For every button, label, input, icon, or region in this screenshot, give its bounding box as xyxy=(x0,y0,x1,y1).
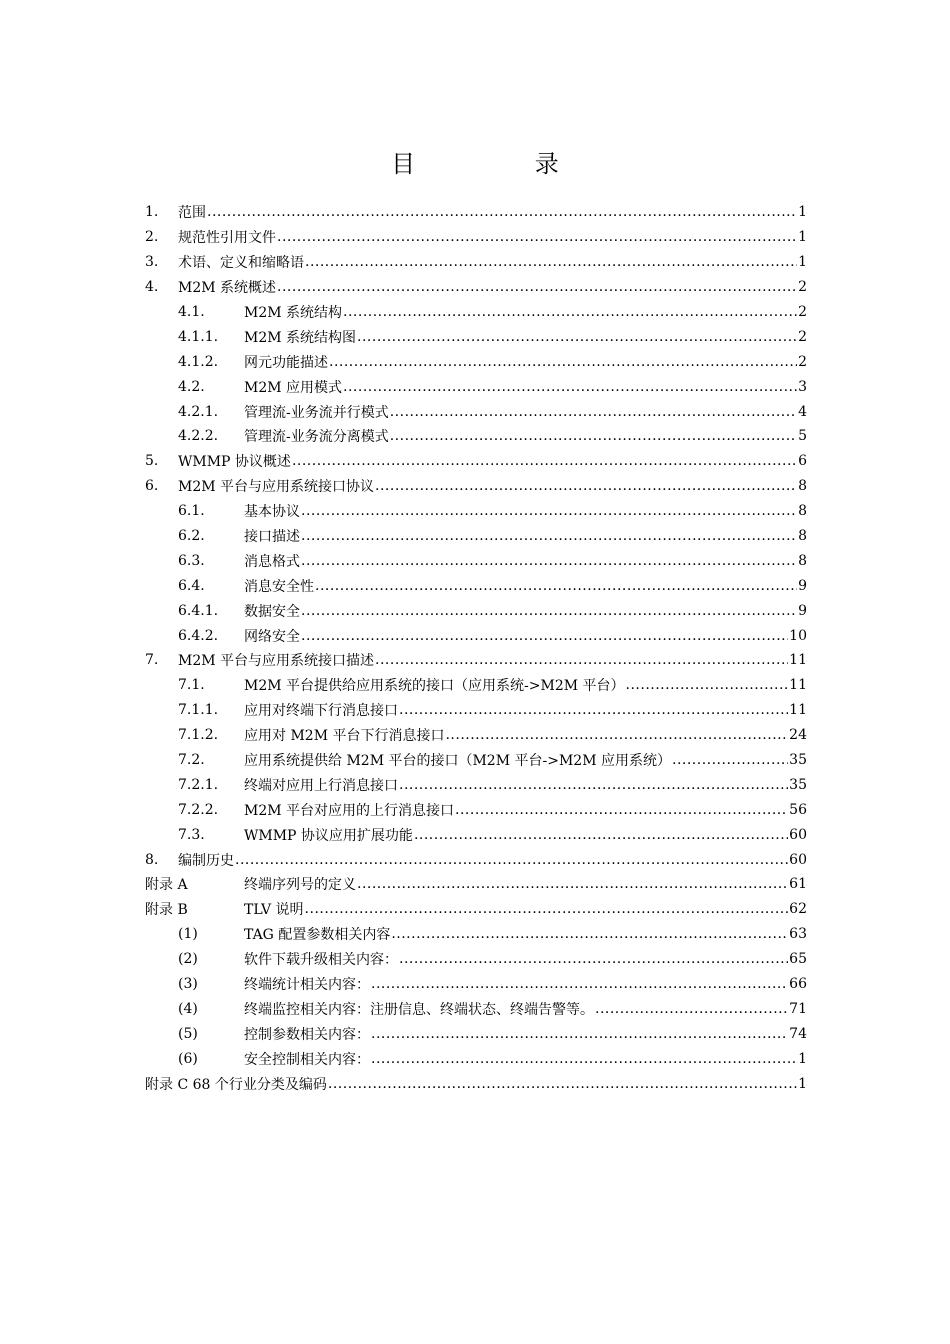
toc-entry-page-number: 60 xyxy=(789,851,807,868)
toc-entry-title: 数据安全 xyxy=(244,603,300,620)
toc-entry-page-number: 2 xyxy=(798,353,807,370)
toc-entry-number: 6.1. xyxy=(178,503,205,520)
toc-entry-title: 网络安全 xyxy=(244,628,300,645)
toc-dot-leader xyxy=(371,976,788,992)
toc-entry-number: 6.4. xyxy=(178,577,205,594)
toc-entry-page-number: 35 xyxy=(789,776,807,793)
toc-entry-title: 规范性引用文件 xyxy=(178,230,276,247)
toc-entry-page-number: 2 xyxy=(798,328,807,345)
toc-entry-page-number: 65 xyxy=(789,951,807,968)
toc-dot-leader xyxy=(357,329,797,345)
toc-entry-title: 安全控制相关内容： xyxy=(244,1051,370,1068)
toc-entry[interactable] xyxy=(145,573,807,598)
toc-entry-number: 4.2.1. xyxy=(178,403,219,420)
toc-entry-number: 2. xyxy=(145,229,159,246)
toc-entry[interactable] xyxy=(145,872,807,897)
toc-entry[interactable] xyxy=(145,847,807,872)
toc-entry-page-number: 9 xyxy=(798,577,807,594)
toc-dot-leader xyxy=(277,229,797,245)
toc-entry[interactable] xyxy=(145,897,807,922)
toc-dot-leader xyxy=(399,951,788,967)
toc-entry-title: M2M 系统结构 xyxy=(244,305,343,321)
toc-dot-leader xyxy=(371,1051,797,1067)
toc-entry-title: 消息格式 xyxy=(244,553,300,570)
toc-entry-title: WMMP 协议应用扩展功能 xyxy=(244,827,413,844)
toc-entry-number: 4.1.1. xyxy=(178,328,219,345)
toc-title: 目 录 xyxy=(391,150,615,178)
toc-entry-number: 6.3. xyxy=(178,552,205,569)
toc-dot-leader xyxy=(301,553,797,569)
toc-entry-title: WMMP 协议概述 xyxy=(178,454,291,471)
toc-dot-leader xyxy=(390,428,797,444)
toc-entry-page-number: 8 xyxy=(798,478,807,495)
toc-entry[interactable] xyxy=(145,1071,807,1096)
toc-dot-leader xyxy=(343,379,797,395)
toc-entry-title: TLV 说明 xyxy=(244,902,304,919)
toc-entry-page-number: 62 xyxy=(789,901,807,918)
toc-dot-leader xyxy=(277,279,797,295)
toc-entry[interactable] xyxy=(145,548,807,573)
toc-entry-number: 4.2.2. xyxy=(178,428,219,445)
toc-entry-number: 4.1.2. xyxy=(178,353,219,370)
toc-list xyxy=(145,200,807,1096)
toc-entry-number: 附录 A xyxy=(145,877,188,894)
toc-entry-title: 消息安全性 xyxy=(244,578,314,595)
toc-entry-title: 应用系统提供给 M2M 平台的接口（M2M 平台->M2M 应用系统） xyxy=(244,753,671,770)
toc-entry-number: 7. xyxy=(145,652,159,669)
toc-entry[interactable] xyxy=(145,947,807,972)
toc-entry[interactable] xyxy=(145,748,807,773)
toc-entry[interactable] xyxy=(145,698,807,723)
toc-entry-number: 3. xyxy=(145,254,159,271)
toc-entry[interactable] xyxy=(145,772,807,797)
toc-entry-title: 附录 C 68 个行业分类及编码 xyxy=(145,1076,327,1093)
toc-dot-leader xyxy=(301,503,797,519)
toc-entry-page-number: 1 xyxy=(798,229,807,246)
toc-dot-leader xyxy=(626,677,789,693)
toc-entry-number: (3) xyxy=(178,976,198,993)
toc-entry-title: 网元功能描述 xyxy=(244,354,328,371)
toc-entry-page-number: 11 xyxy=(789,677,807,694)
toc-entry[interactable] xyxy=(145,424,807,449)
toc-entry[interactable] xyxy=(145,972,807,997)
toc-entry-number: 附录 B xyxy=(145,902,188,919)
toc-dot-leader xyxy=(595,1001,788,1017)
toc-entry-number: 7.1.2. xyxy=(178,727,219,744)
toc-entry-page-number: 2 xyxy=(798,279,807,296)
toc-entry-title: 控制参数相关内容： xyxy=(244,1026,370,1043)
toc-entry-page-number: 8 xyxy=(798,528,807,545)
toc-entry-page-number: 24 xyxy=(789,727,807,744)
toc-entry-page-number: 1 xyxy=(798,1075,807,1092)
toc-entry[interactable] xyxy=(145,275,807,300)
toc-entry-title: M2M 平台对应用的上行消息接口 xyxy=(244,802,455,819)
toc-entry-title: 终端统计相关内容： xyxy=(244,977,370,994)
toc-entry-number: 6.2. xyxy=(178,528,205,545)
toc-entry-page-number: 6 xyxy=(798,453,807,470)
toc-entry-page-number: 61 xyxy=(789,876,807,893)
toc-entry-page-number: 1 xyxy=(798,204,807,221)
toc-dot-leader xyxy=(207,204,797,220)
toc-entry-title: 终端监控相关内容：注册信息、终端状态、终端告警等。 xyxy=(244,1001,594,1018)
toc-entry-title: M2M 系统结构图 xyxy=(244,329,357,346)
toc-entry-number: 7.2.2. xyxy=(178,801,219,818)
toc-entry[interactable] xyxy=(145,822,807,847)
toc-entry-title: 终端对应用上行消息接口 xyxy=(244,777,398,794)
toc-entry[interactable] xyxy=(145,449,807,474)
toc-entry[interactable] xyxy=(145,300,807,325)
toc-entry[interactable] xyxy=(145,922,807,947)
toc-entry-page-number: 63 xyxy=(789,926,807,943)
toc-entry-title: 终端序列号的定义 xyxy=(244,877,356,894)
toc-dot-leader xyxy=(371,1026,788,1042)
toc-dot-leader xyxy=(357,876,788,892)
toc-entry-page-number: 11 xyxy=(789,652,807,669)
toc-entry-page-number: 71 xyxy=(789,1000,807,1017)
toc-dot-leader xyxy=(391,926,788,942)
toc-entry-title: M2M 系统概述 xyxy=(178,280,277,297)
toc-entry-page-number: 11 xyxy=(789,702,807,719)
toc-entry-page-number: 8 xyxy=(798,503,807,520)
toc-entry-number: 8. xyxy=(145,851,159,868)
toc-entry[interactable] xyxy=(145,324,807,349)
toc-entry-page-number: 56 xyxy=(789,801,807,818)
toc-dot-leader xyxy=(455,802,788,818)
toc-entry-number: 4. xyxy=(145,279,159,296)
toc-entry-number: 1. xyxy=(145,204,159,221)
toc-entry-number: 7.2.1. xyxy=(178,776,219,793)
toc-entry-title: 软件下载升级相关内容： xyxy=(244,952,398,969)
toc-dot-leader xyxy=(235,852,788,868)
toc-entry-page-number: 1 xyxy=(798,1050,807,1067)
toc-entry-number: (5) xyxy=(178,1025,198,1042)
toc-dot-leader xyxy=(305,254,797,270)
toc-entry-title: 编制历史 xyxy=(178,852,234,869)
toc-entry[interactable] xyxy=(145,499,807,524)
toc-entry[interactable] xyxy=(145,797,807,822)
toc-entry-page-number: 4 xyxy=(798,403,807,420)
toc-entry[interactable] xyxy=(145,250,807,275)
toc-dot-leader xyxy=(343,304,797,320)
toc-entry-title: TAG 配置参数相关内容 xyxy=(244,927,391,944)
toc-dot-leader xyxy=(301,603,797,619)
toc-entry-number: 5. xyxy=(145,453,159,470)
toc-dot-leader xyxy=(292,453,797,469)
toc-entry-title: M2M 应用模式 xyxy=(244,379,343,396)
toc-entry-title: M2M 平台提供给应用系统的接口（应用系统->M2M 平台） xyxy=(244,678,625,695)
toc-entry-number: (2) xyxy=(178,951,198,968)
toc-entry[interactable] xyxy=(145,673,807,698)
toc-entry[interactable] xyxy=(145,723,807,748)
toc-dot-leader xyxy=(329,354,797,370)
toc-entry-number: 4.1. xyxy=(178,304,205,320)
toc-entry-number: 4.2. xyxy=(178,378,205,395)
toc-entry-number: 7.1.1. xyxy=(178,702,219,719)
toc-entry[interactable] xyxy=(145,648,807,673)
toc-entry[interactable] xyxy=(145,399,807,424)
toc-entry[interactable] xyxy=(145,225,807,250)
toc-entry[interactable] xyxy=(145,1021,807,1046)
toc-entry-number: 7.3. xyxy=(178,826,205,843)
toc-entry-title: M2M 平台与应用系统接口协议 xyxy=(178,479,375,496)
toc-entry-number: 6.4.2. xyxy=(178,627,219,644)
toc-entry-page-number: 5 xyxy=(798,428,807,445)
toc-entry-page-number: 2 xyxy=(798,304,807,320)
toc-entry-page-number: 8 xyxy=(798,552,807,569)
toc-entry-number: (1) xyxy=(178,926,198,943)
toc-dot-leader xyxy=(305,901,789,917)
toc-entry-page-number: 66 xyxy=(789,976,807,993)
toc-entry-number: (4) xyxy=(178,1000,198,1017)
toc-entry-page-number: 10 xyxy=(789,627,807,644)
toc-entry[interactable] xyxy=(145,598,807,623)
toc-entry-page-number: 3 xyxy=(798,378,807,395)
toc-dot-leader xyxy=(315,578,797,594)
toc-dot-leader xyxy=(399,702,788,718)
toc-entry[interactable] xyxy=(145,474,807,499)
toc-entry[interactable] xyxy=(145,200,807,225)
toc-entry-title: 术语、定义和缩略语 xyxy=(178,255,304,272)
toc-dot-leader xyxy=(414,827,788,843)
toc-entry-page-number: 60 xyxy=(789,826,807,843)
toc-entry[interactable] xyxy=(145,524,807,549)
toc-dot-leader xyxy=(328,1076,797,1092)
toc-dot-leader xyxy=(301,528,797,544)
toc-entry-title: M2M 平台与应用系统接口描述 xyxy=(178,653,375,670)
toc-dot-leader xyxy=(390,404,797,420)
toc-entry-number: 7.1. xyxy=(178,677,205,694)
toc-entry-title: 应用对 M2M 平台下行消息接口 xyxy=(244,728,445,745)
toc-dot-leader xyxy=(375,652,788,668)
toc-entry-number: 7.2. xyxy=(178,752,205,769)
toc-entry[interactable] xyxy=(145,374,807,399)
toc-dot-leader xyxy=(672,752,788,768)
toc-entry-title: 管理流-业务流分离模式 xyxy=(244,429,389,446)
toc-entry-title: 应用对终端下行消息接口 xyxy=(244,703,398,720)
toc-entry-page-number: 1 xyxy=(798,254,807,271)
toc-entry-page-number: 35 xyxy=(789,752,807,769)
toc-entry[interactable] xyxy=(145,997,807,1022)
toc-entry-title: 接口描述 xyxy=(244,529,300,546)
toc-entry[interactable] xyxy=(145,1046,807,1071)
toc-entry-title: 基本协议 xyxy=(244,504,300,521)
toc-dot-leader xyxy=(301,628,788,644)
toc-dot-leader xyxy=(399,777,788,793)
toc-entry-page-number: 74 xyxy=(789,1025,807,1042)
toc-entry-title: 管理流-业务流并行模式 xyxy=(244,404,389,421)
toc-entry-number: 6.4.1. xyxy=(178,602,219,619)
toc-entry-page-number: 9 xyxy=(798,602,807,619)
toc-entry-number: 6. xyxy=(145,478,159,495)
toc-dot-leader xyxy=(445,727,788,743)
toc-entry[interactable] xyxy=(145,623,807,648)
toc-entry-number: (6) xyxy=(178,1050,198,1067)
toc-dot-leader xyxy=(375,478,797,494)
toc-entry-title: 范围 xyxy=(178,205,206,222)
toc-entry[interactable] xyxy=(145,349,807,374)
